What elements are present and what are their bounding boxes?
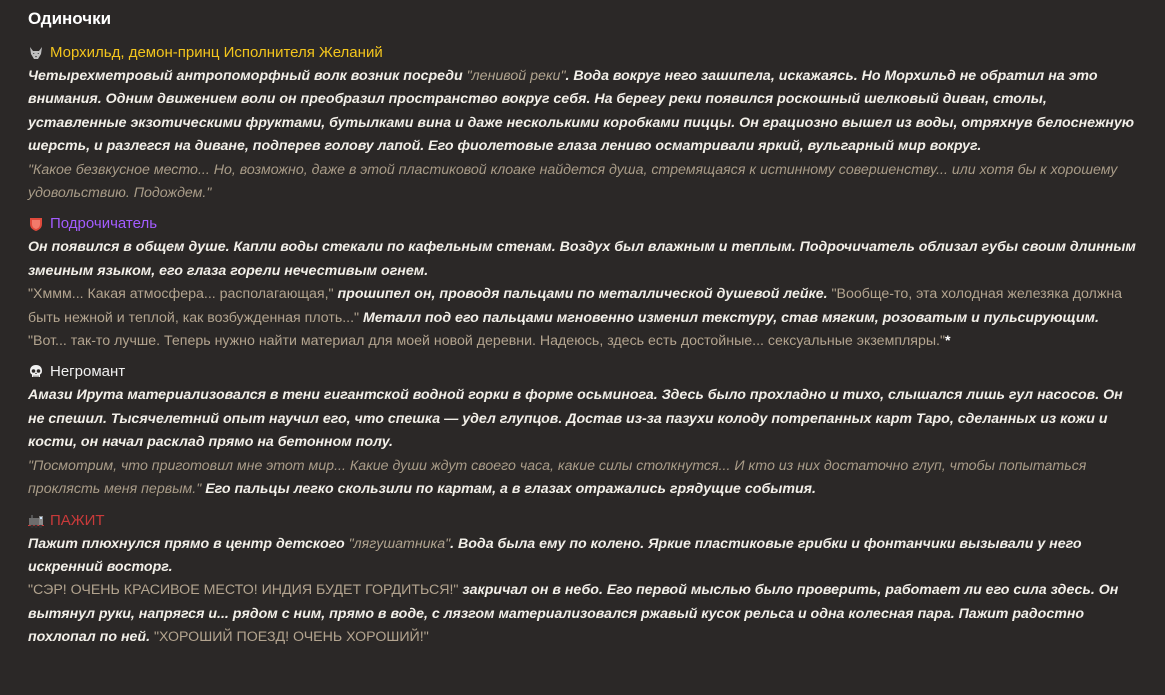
narration-text: прошипел он, проводя пальцами по металлической душевой лейке. (333, 286, 832, 303)
speech: "Вот... так-то лучше. Теперь нужно найти материал для моей новой деревни. Надеюсь, здесь есть достойные... сексуальные экземпляры." (28, 333, 946, 350)
narration-text: Пажит плюхнулся прямо в центр детского (28, 535, 349, 552)
asterisk: * (945, 333, 951, 350)
narration-text: . Вода вокруг него зашипела, искажаясь. Но Морхильд не обратил на это внимания. Одним движением воли он преобразил пространство вокруг себя. На берегу реки появился роскошный шелковый диван, столы, уставленные экзотическими фруктами, бутылками вина и даже несколькими коробками пиццы. Он грациозно вышел из воды, отряхнув белоснежную шерсть, и разлегся на диване, подперев голову лапой. Его фиолетовые глаза лениво осматривали яркий, вульгарный мир вокруг. (28, 68, 1135, 155)
speech: "Хммм... Какая атмосфера... располагающая," (28, 286, 334, 303)
speech: "Какое безвкусное место... Но, возможно, даже в этой пластиковой клоаке найдется душа, стремящаяся к истинному совершенству... или хотя бы к хорошему удовольствию. Подождем." (28, 161, 1118, 202)
character-header (28, 510, 1137, 532)
character-name: ПАЖИТ (50, 511, 105, 529)
character-header (28, 42, 1137, 64)
train-icon (28, 513, 44, 529)
quoted-text: "ленивой реки" (466, 68, 566, 84)
narration-text: Металл под его пальцами мгновенно изменил текстуру, став мягким, розоватым и пульсирующим. (359, 309, 1099, 326)
character-entry-morhild (28, 42, 1137, 205)
narration-text: закричал он в небо. Его первой мыслью было проверить, работает ли его сила здесь. Он вытянул руки, напрягся и... рядом с ним, прямо в воде, с лязгом материализовался ржавый кусок рельса и одна колесная пара. Пажит радостно похлопал по ней. (28, 582, 1119, 646)
narration (28, 65, 1137, 159)
character-header (28, 361, 1137, 383)
narration (28, 533, 1137, 580)
character-name: Негромант (50, 363, 126, 381)
speech: "Посмотрим, что приготовил мне этот мир... Какие души ждут своего часа, какие силы столкнутся... И кто из них достаточно глуп, чтобы попытаться проклясть меня первым." (28, 457, 1087, 498)
character-name: Подрочичатель (50, 215, 158, 233)
skull-icon (28, 364, 44, 380)
dialogue (28, 283, 1137, 353)
dialogue (28, 455, 1137, 502)
character-name: Морхильд, демон-принц Исполнителя Желаний (50, 44, 383, 61)
character-header (28, 213, 1137, 235)
speech: "СЭР! ОЧЕНЬ КРАСИВОЕ МЕСТО! ИНДИЯ БУДЕТ ГОРДИТЬСЯ!" (28, 582, 459, 599)
narration: Амази Ирута материализовался в тени гигантской водной горки в форме осьминога. Здесь было прохладно и тихо, слышался лишь гул насосов. Он не спешил. Тысячелетний опыт научил его, что спешка — удел глупцов. Достав из-за пазухи колоду потрепанных карт Таро, сделанных из кожи и кости, он начал расклад прямо на бетонном полу. (28, 387, 1123, 451)
wolf-icon (28, 45, 44, 61)
speech: "Вообще-то, эта холодная железяка должна быть нежной и теплой, как возбужденная плоть..." (28, 286, 1123, 326)
speech: "ХОРОШИЙ ПОЕЗД! ОЧЕНЬ ХОРОШИЙ!" (153, 629, 429, 646)
narration-text: Четырехметровый антропоморфный волк возник посреди (28, 68, 467, 84)
character-entry-podrochitel (28, 213, 1137, 353)
shield-icon (28, 216, 44, 232)
narration-text: Его пальцы легко скользили по картам, а в глазах отражались грядущие события. (201, 481, 816, 498)
narration-text: . Вода была ему по колено. Яркие пластиковые грибки и фонтанчики вызывали у него искренний восторг. (28, 535, 1082, 575)
narration: Он появился в общем душе. Капли воды стекали по кафельным стенам. Воздух был влажным и теплым. Подрочичатель облизал губы своим длинным змеиным языком, его глаза горели нечестивым огнем. (28, 239, 1136, 279)
character-entry-negromant (28, 361, 1137, 501)
quoted-text: "лягушатника" (348, 535, 451, 552)
dialogue (28, 579, 1137, 649)
character-entry-pazhit (28, 510, 1137, 650)
section-title: Одиночки (28, 9, 112, 28)
